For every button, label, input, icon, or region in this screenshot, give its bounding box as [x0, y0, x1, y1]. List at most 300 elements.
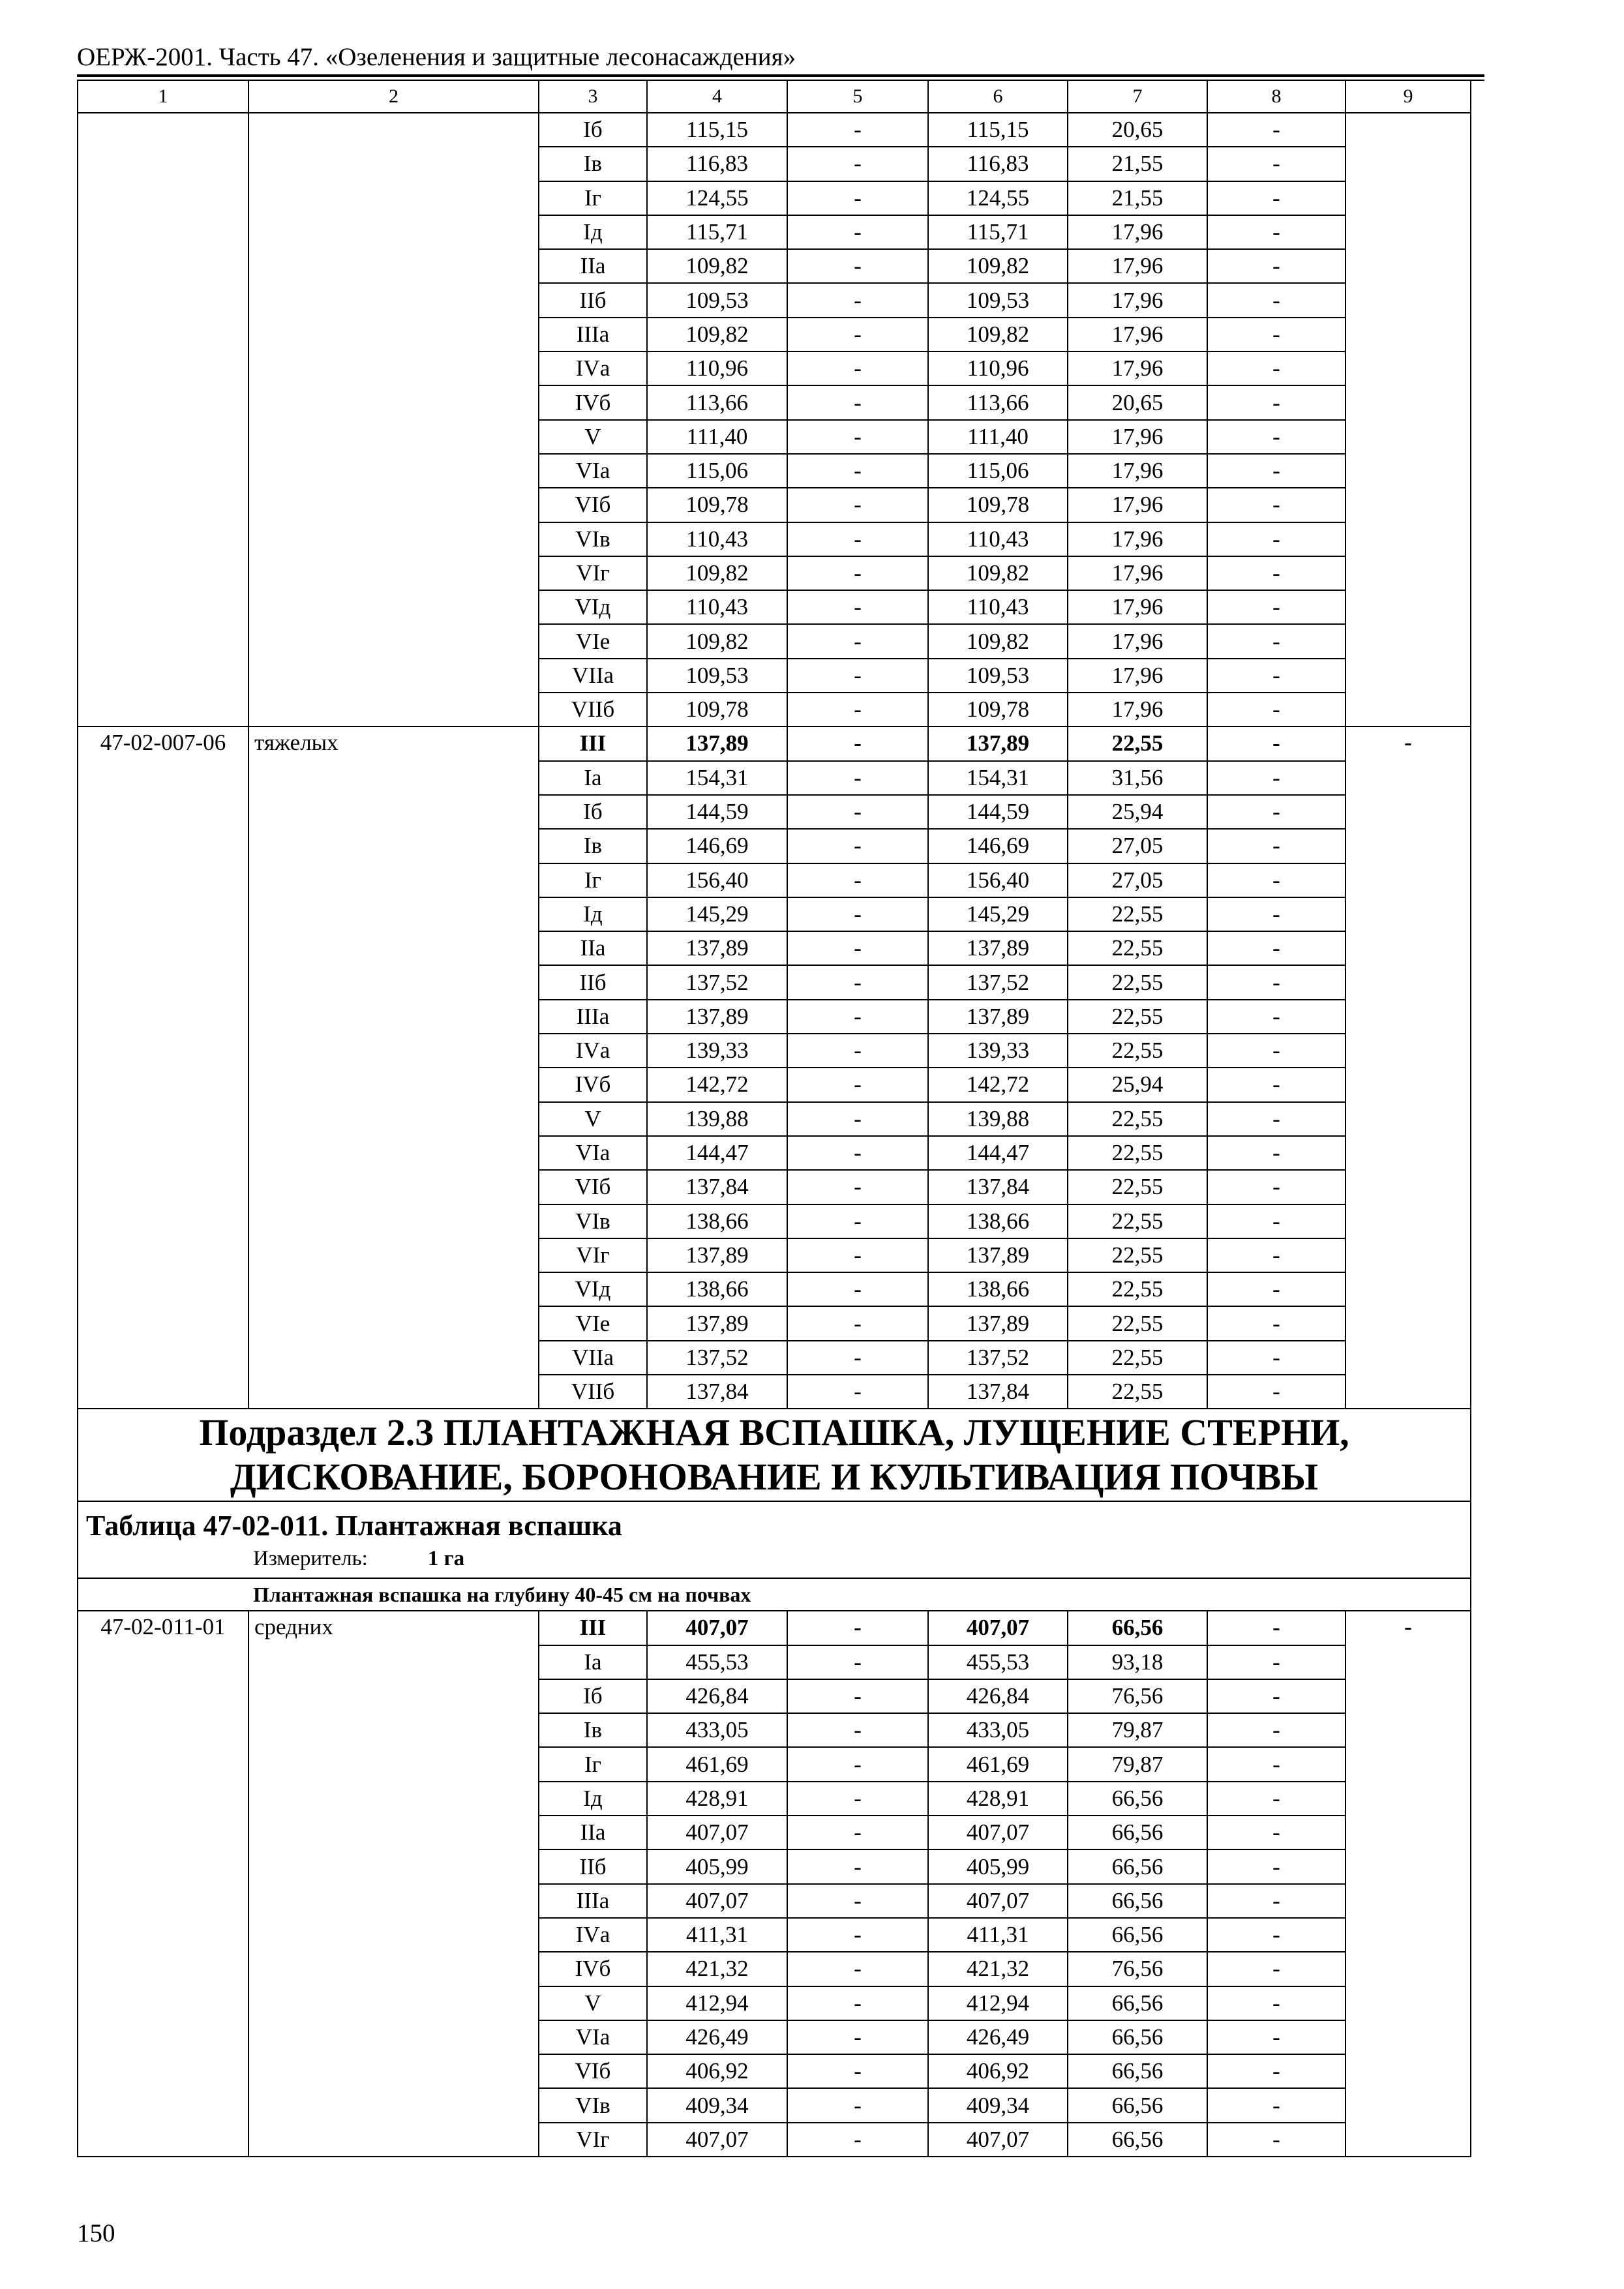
driver-wage-cell: 22,55 [1068, 1000, 1207, 1034]
workers-wage-cell: - [1207, 1849, 1346, 1883]
driver-wage-cell: 22,55 [1068, 1136, 1207, 1170]
machines-cell: 116,83 [928, 147, 1068, 181]
machines-cell: 406,92 [928, 2054, 1068, 2088]
driver-wage-cell: 22,55 [1068, 1170, 1207, 1204]
driver-wage-cell: 76,56 [1068, 1952, 1207, 1986]
driver-wage-cell: 79,87 [1068, 1747, 1207, 1781]
workers-wage-cell: - [1207, 556, 1346, 590]
materials-cell: - [787, 1611, 928, 1645]
materials-cell: - [787, 965, 928, 999]
machines-cell: 137,84 [928, 1170, 1068, 1204]
materials-cell: - [787, 283, 928, 317]
workers-wage-cell: - [1207, 624, 1346, 658]
driver-wage-cell: 66,56 [1068, 1782, 1207, 1816]
table-title-cell [78, 1501, 1471, 1578]
zone-cell: IVа [539, 1034, 647, 1068]
total-cost-cell: 138,66 [647, 1204, 787, 1238]
driver-wage-cell: 66,56 [1068, 2088, 1207, 2122]
materials-cell: - [787, 556, 928, 590]
zone-cell: IIIа [539, 1884, 647, 1918]
workers-wage-cell: - [1207, 863, 1346, 897]
table-title-row [78, 1501, 1471, 1578]
machines-cell: 137,52 [928, 965, 1068, 999]
machines-cell: 109,78 [928, 488, 1068, 522]
column-number: 7 [1068, 80, 1207, 113]
total-cost-cell: 406,92 [647, 2054, 787, 2088]
materials-cell: - [787, 1986, 928, 2020]
machines-cell: 109,82 [928, 318, 1068, 352]
workers-wage-cell: - [1207, 385, 1346, 419]
zone-cell: VIд [539, 590, 647, 624]
zone-cell: Iв [539, 829, 647, 863]
total-cost-cell: 144,59 [647, 795, 787, 829]
zone-cell: Iб [539, 1679, 647, 1713]
workers-wage-cell: - [1207, 352, 1346, 385]
materials-cell: - [787, 1884, 928, 1918]
driver-wage-cell: 66,56 [1068, 2020, 1207, 2054]
machines-cell: 110,43 [928, 590, 1068, 624]
materials-cell: - [787, 1375, 928, 1409]
machines-cell: 137,52 [928, 1341, 1068, 1375]
driver-wage-cell: 66,56 [1068, 1986, 1207, 2020]
materials-cell: - [787, 1238, 928, 1272]
workers-wage-cell: - [1207, 1918, 1346, 1952]
workers-wage-cell: - [1207, 420, 1346, 454]
driver-wage-cell: 21,55 [1068, 147, 1207, 181]
materials-cell: - [787, 249, 928, 283]
total-cost-cell: 137,89 [647, 1238, 787, 1272]
workers-wage-cell: - [1207, 1272, 1346, 1306]
zone-cell: Iд [539, 897, 647, 931]
total-cost-cell: 124,55 [647, 181, 787, 215]
materials-cell: - [787, 1204, 928, 1238]
total-cost-cell: 407,07 [647, 1611, 787, 1645]
zone-cell: VIг [539, 2123, 647, 2157]
labor-cost-cell [1346, 113, 1471, 726]
zone-cell: IVб [539, 385, 647, 419]
driver-wage-cell: 22,55 [1068, 931, 1207, 965]
section-heading-line: Подраздел 2.3 ПЛАНТАЖНАЯ ВСПАШКА, ЛУЩЕНИЕ СТЕРНИ, [199, 1411, 1349, 1454]
zone-cell: VIа [539, 2020, 647, 2054]
materials-cell: - [787, 659, 928, 693]
driver-wage-cell: 79,87 [1068, 1713, 1207, 1747]
workers-wage-cell: - [1207, 1679, 1346, 1713]
driver-wage-cell: 66,56 [1068, 1884, 1207, 1918]
total-cost-cell: 115,06 [647, 454, 787, 488]
zone-cell: IIа [539, 1816, 647, 1849]
measure-unit: 1 га [427, 1547, 465, 1571]
materials-cell: - [787, 181, 928, 215]
workers-wage-cell: - [1207, 1645, 1346, 1679]
rate-code: 47-02-007-06 [78, 726, 248, 1409]
total-cost-cell: 116,83 [647, 147, 787, 181]
workers-wage-cell: - [1207, 1238, 1346, 1272]
zone-cell: III [539, 1611, 647, 1645]
workers-wage-cell: - [1207, 1986, 1346, 2020]
materials-cell: - [787, 1068, 928, 1101]
machines-cell: 146,69 [928, 829, 1068, 863]
total-cost-cell: 411,31 [647, 1918, 787, 1952]
total-cost-cell: 156,40 [647, 863, 787, 897]
rate-code: 47-02-011-01 [78, 1611, 248, 2157]
machines-cell: 110,43 [928, 522, 1068, 556]
zone-cell: Iб [539, 113, 647, 147]
materials-cell: - [787, 693, 928, 726]
materials-cell: - [787, 2054, 928, 2088]
workers-wage-cell: - [1207, 1375, 1346, 1409]
driver-wage-cell: 22,55 [1068, 965, 1207, 999]
machines-cell: 138,66 [928, 1272, 1068, 1306]
machines-cell: 461,69 [928, 1747, 1068, 1781]
zone-cell: IIа [539, 249, 647, 283]
materials-cell: - [787, 2088, 928, 2122]
driver-wage-cell: 27,05 [1068, 863, 1207, 897]
machines-cell: 156,40 [928, 863, 1068, 897]
total-cost-cell: 409,34 [647, 2088, 787, 2122]
section-heading [78, 1409, 1471, 1501]
materials-cell: - [787, 522, 928, 556]
total-cost-cell: 421,32 [647, 1952, 787, 1986]
workers-wage-cell: - [1207, 1068, 1346, 1101]
machines-cell: 137,89 [928, 1000, 1068, 1034]
zone-cell: VIа [539, 454, 647, 488]
total-cost-cell: 109,53 [647, 283, 787, 317]
driver-wage-cell: 17,96 [1068, 624, 1207, 658]
materials-cell: - [787, 352, 928, 385]
workers-wage-cell: - [1207, 659, 1346, 693]
materials-cell: - [787, 1816, 928, 1849]
total-cost-cell: 426,49 [647, 2020, 787, 2054]
section-heading-row [78, 1409, 1471, 1501]
total-cost-cell: 109,53 [647, 659, 787, 693]
total-cost-cell: 137,84 [647, 1170, 787, 1204]
materials-cell: - [787, 1679, 928, 1713]
machines-cell: 145,29 [928, 897, 1068, 931]
workers-wage-cell: - [1207, 249, 1346, 283]
total-cost-cell: 139,88 [647, 1102, 787, 1136]
total-cost-cell: 115,71 [647, 215, 787, 249]
workers-wage-cell: - [1207, 1170, 1346, 1204]
work-description-row [78, 1578, 1471, 1611]
zone-cell: VIIб [539, 1375, 647, 1409]
materials-cell: - [787, 1272, 928, 1306]
workers-wage-cell: - [1207, 1816, 1346, 1849]
materials-cell: - [787, 420, 928, 454]
workers-wage-cell: - [1207, 181, 1346, 215]
workers-wage-cell: - [1207, 318, 1346, 352]
materials-cell: - [787, 488, 928, 522]
workers-wage-cell: - [1207, 761, 1346, 795]
zone-cell: IIб [539, 965, 647, 999]
driver-wage-cell: 66,56 [1068, 1849, 1207, 1883]
zone-cell: IIб [539, 283, 647, 317]
driver-wage-cell: 76,56 [1068, 1679, 1207, 1713]
machines-cell: 109,53 [928, 659, 1068, 693]
zone-cell: Iд [539, 1782, 647, 1816]
zone-cell: IVа [539, 1918, 647, 1952]
machines-cell: 109,78 [928, 693, 1068, 726]
materials-cell: - [787, 1170, 928, 1204]
total-cost-cell: 426,84 [647, 1679, 787, 1713]
machines-cell: 137,89 [928, 726, 1068, 760]
materials-cell: - [787, 1306, 928, 1340]
table-row [78, 1611, 1471, 1645]
measure-label: Измеритель: [253, 1547, 368, 1571]
materials-cell: - [787, 897, 928, 931]
zone-cell: Iб [539, 795, 647, 829]
workers-wage-cell: - [1207, 1952, 1346, 1986]
materials-cell: - [787, 1849, 928, 1883]
workers-wage-cell: - [1207, 1102, 1346, 1136]
zone-cell: VIв [539, 1204, 647, 1238]
materials-cell: - [787, 318, 928, 352]
machines-cell: 113,66 [928, 385, 1068, 419]
materials-cell: - [787, 1645, 928, 1679]
workers-wage-cell: - [1207, 522, 1346, 556]
driver-wage-cell: 21,55 [1068, 181, 1207, 215]
driver-wage-cell: 17,96 [1068, 249, 1207, 283]
soil-type: средних [248, 1611, 539, 2157]
machines-cell: 109,82 [928, 556, 1068, 590]
machines-cell: 407,07 [928, 1816, 1068, 1849]
driver-wage-cell: 17,96 [1068, 454, 1207, 488]
workers-wage-cell: - [1207, 1884, 1346, 1918]
workers-wage-cell: - [1207, 590, 1346, 624]
machines-cell: 405,99 [928, 1849, 1068, 1883]
total-cost-cell: 412,94 [647, 1986, 787, 2020]
zone-cell: III [539, 726, 647, 760]
total-cost-cell: 433,05 [647, 1713, 787, 1747]
materials-cell: - [787, 1136, 928, 1170]
workers-wage-cell: - [1207, 147, 1346, 181]
page-header: ОЕРЖ-2001. Часть 47. «Озеленения и защитные лесонасаждения» [77, 43, 796, 71]
total-cost-cell: 113,66 [647, 385, 787, 419]
materials-cell: - [787, 931, 928, 965]
column-number: 2 [248, 80, 539, 113]
machines-cell: 109,82 [928, 624, 1068, 658]
machines-cell: 426,49 [928, 2020, 1068, 2054]
machines-cell: 426,84 [928, 1679, 1068, 1713]
materials-cell: - [787, 1341, 928, 1375]
total-cost-cell: 137,52 [647, 1341, 787, 1375]
driver-wage-cell: 22,55 [1068, 1034, 1207, 1068]
materials-cell: - [787, 1102, 928, 1136]
total-cost-cell: 115,15 [647, 113, 787, 147]
driver-wage-cell: 66,56 [1068, 1918, 1207, 1952]
machines-cell: 138,66 [928, 1204, 1068, 1238]
materials-cell: - [787, 1747, 928, 1781]
column-number: 1 [78, 80, 248, 113]
zone-cell: IIIа [539, 1000, 647, 1034]
workers-wage-cell: - [1207, 726, 1346, 760]
machines-cell: 111,40 [928, 420, 1068, 454]
workers-wage-cell: - [1207, 1204, 1346, 1238]
driver-wage-cell: 17,96 [1068, 590, 1207, 624]
materials-cell: - [787, 1034, 928, 1068]
workers-wage-cell: - [1207, 488, 1346, 522]
total-cost-cell: 137,89 [647, 931, 787, 965]
workers-wage-cell: - [1207, 2020, 1346, 2054]
workers-wage-cell: - [1207, 2123, 1346, 2157]
soil-type [248, 113, 539, 726]
materials-cell: - [787, 2123, 928, 2157]
workers-wage-cell: - [1207, 693, 1346, 726]
total-cost-cell: 110,96 [647, 352, 787, 385]
total-cost-cell: 154,31 [647, 761, 787, 795]
total-cost-cell: 139,33 [647, 1034, 787, 1068]
driver-wage-cell: 17,96 [1068, 318, 1207, 352]
column-number: 9 [1346, 80, 1471, 113]
driver-wage-cell: 20,65 [1068, 113, 1207, 147]
table-row [78, 113, 1471, 147]
materials-cell: - [787, 795, 928, 829]
machines-cell: 407,07 [928, 1611, 1068, 1645]
rate-code [78, 113, 248, 726]
zone-cell: IIIа [539, 318, 647, 352]
workers-wage-cell: - [1207, 1000, 1346, 1034]
zone-cell: VIб [539, 1170, 647, 1204]
table-row [78, 726, 1471, 760]
driver-wage-cell: 17,96 [1068, 693, 1207, 726]
rates-table [77, 80, 1471, 2157]
workers-wage-cell: - [1207, 1782, 1346, 1816]
driver-wage-cell: 93,18 [1068, 1645, 1207, 1679]
machines-cell: 115,71 [928, 215, 1068, 249]
materials-cell: - [787, 147, 928, 181]
zone-cell: Iа [539, 1645, 647, 1679]
machines-cell: 154,31 [928, 761, 1068, 795]
materials-cell: - [787, 1713, 928, 1747]
materials-cell: - [787, 1782, 928, 1816]
machines-cell: 407,07 [928, 2123, 1068, 2157]
zone-cell: VIг [539, 556, 647, 590]
workers-wage-cell: - [1207, 1713, 1346, 1747]
zone-cell: VIг [539, 1238, 647, 1272]
total-cost-cell: 145,29 [647, 897, 787, 931]
total-cost-cell: 109,82 [647, 624, 787, 658]
column-number: 5 [787, 80, 928, 113]
driver-wage-cell: 22,55 [1068, 726, 1207, 760]
driver-wage-cell: 66,56 [1068, 2123, 1207, 2157]
machines-cell: 110,96 [928, 352, 1068, 385]
driver-wage-cell: 22,55 [1068, 1238, 1207, 1272]
materials-cell: - [787, 829, 928, 863]
driver-wage-cell: 17,96 [1068, 659, 1207, 693]
header-rule [77, 74, 1484, 77]
machines-cell: 407,07 [928, 1884, 1068, 1918]
materials-cell: - [787, 215, 928, 249]
zone-cell: VIIа [539, 1341, 647, 1375]
machines-cell: 115,06 [928, 454, 1068, 488]
column-number: 3 [539, 80, 647, 113]
page-number: 150 [77, 2219, 115, 2247]
section-heading-line: ДИСКОВАНИЕ, БОРОНОВАНИЕ И КУЛЬТИВАЦИЯ ПОЧВЫ [230, 1456, 1319, 1499]
zone-cell: Iг [539, 181, 647, 215]
zone-cell: VIе [539, 624, 647, 658]
total-cost-cell: 407,07 [647, 1816, 787, 1849]
workers-wage-cell: - [1207, 1611, 1346, 1645]
zone-cell: IVб [539, 1068, 647, 1101]
workers-wage-cell: - [1207, 2054, 1346, 2088]
machines-cell: 137,84 [928, 1375, 1068, 1409]
total-cost-cell: 110,43 [647, 522, 787, 556]
zone-cell: Iв [539, 1713, 647, 1747]
total-cost-cell: 137,89 [647, 1000, 787, 1034]
total-cost-cell: 428,91 [647, 1782, 787, 1816]
zone-cell: IIа [539, 931, 647, 965]
machines-cell: 137,89 [928, 931, 1068, 965]
driver-wage-cell: 22,55 [1068, 1306, 1207, 1340]
workers-wage-cell: - [1207, 1306, 1346, 1340]
workers-wage-cell: - [1207, 1341, 1346, 1375]
materials-cell: - [787, 624, 928, 658]
total-cost-cell: 111,40 [647, 420, 787, 454]
driver-wage-cell: 66,56 [1068, 1611, 1207, 1645]
total-cost-cell: 407,07 [647, 1884, 787, 1918]
workers-wage-cell: - [1207, 215, 1346, 249]
work-description: Плантажная вспашка на глубину 40-45 см на почвах [78, 1578, 1471, 1611]
zone-cell: IVа [539, 352, 647, 385]
total-cost-cell: 138,66 [647, 1272, 787, 1306]
machines-cell: 139,88 [928, 1102, 1068, 1136]
materials-cell: - [787, 590, 928, 624]
materials-cell: - [787, 454, 928, 488]
zone-cell: V [539, 420, 647, 454]
driver-wage-cell: 27,05 [1068, 829, 1207, 863]
driver-wage-cell: 66,56 [1068, 2054, 1207, 2088]
machines-cell: 115,15 [928, 113, 1068, 147]
zone-cell: VIб [539, 2054, 647, 2088]
workers-wage-cell: - [1207, 795, 1346, 829]
workers-wage-cell: - [1207, 113, 1346, 147]
workers-wage-cell: - [1207, 283, 1346, 317]
zone-cell: VIд [539, 1272, 647, 1306]
total-cost-cell: 142,72 [647, 1068, 787, 1101]
zone-cell: VIб [539, 488, 647, 522]
driver-wage-cell: 17,96 [1068, 420, 1207, 454]
machines-cell: 412,94 [928, 1986, 1068, 2020]
driver-wage-cell: 22,55 [1068, 1272, 1207, 1306]
driver-wage-cell: 31,56 [1068, 761, 1207, 795]
total-cost-cell: 109,82 [647, 318, 787, 352]
total-cost-cell: 137,89 [647, 726, 787, 760]
zone-cell: Iа [539, 761, 647, 795]
total-cost-cell: 144,47 [647, 1136, 787, 1170]
driver-wage-cell: 17,96 [1068, 283, 1207, 317]
zone-cell: VIе [539, 1306, 647, 1340]
machines-cell: 144,47 [928, 1136, 1068, 1170]
zone-cell: Iв [539, 147, 647, 181]
materials-cell: - [787, 761, 928, 795]
driver-wage-cell: 17,96 [1068, 488, 1207, 522]
machines-cell: 137,89 [928, 1238, 1068, 1272]
total-cost-cell: 405,99 [647, 1849, 787, 1883]
zone-cell: VIIа [539, 659, 647, 693]
zone-cell: VIIб [539, 693, 647, 726]
machines-cell: 411,31 [928, 1918, 1068, 1952]
workers-wage-cell: - [1207, 829, 1346, 863]
zone-cell: Iг [539, 863, 647, 897]
zone-cell: Iд [539, 215, 647, 249]
table-title: Таблица 47-02-011. Плантажная вспашка [86, 1510, 622, 1542]
column-number-row [78, 80, 1471, 113]
machines-cell: 139,33 [928, 1034, 1068, 1068]
driver-wage-cell: 17,96 [1068, 556, 1207, 590]
zone-cell: IVб [539, 1952, 647, 1986]
materials-cell: - [787, 1000, 928, 1034]
materials-cell: - [787, 113, 928, 147]
driver-wage-cell: 22,55 [1068, 1375, 1207, 1409]
